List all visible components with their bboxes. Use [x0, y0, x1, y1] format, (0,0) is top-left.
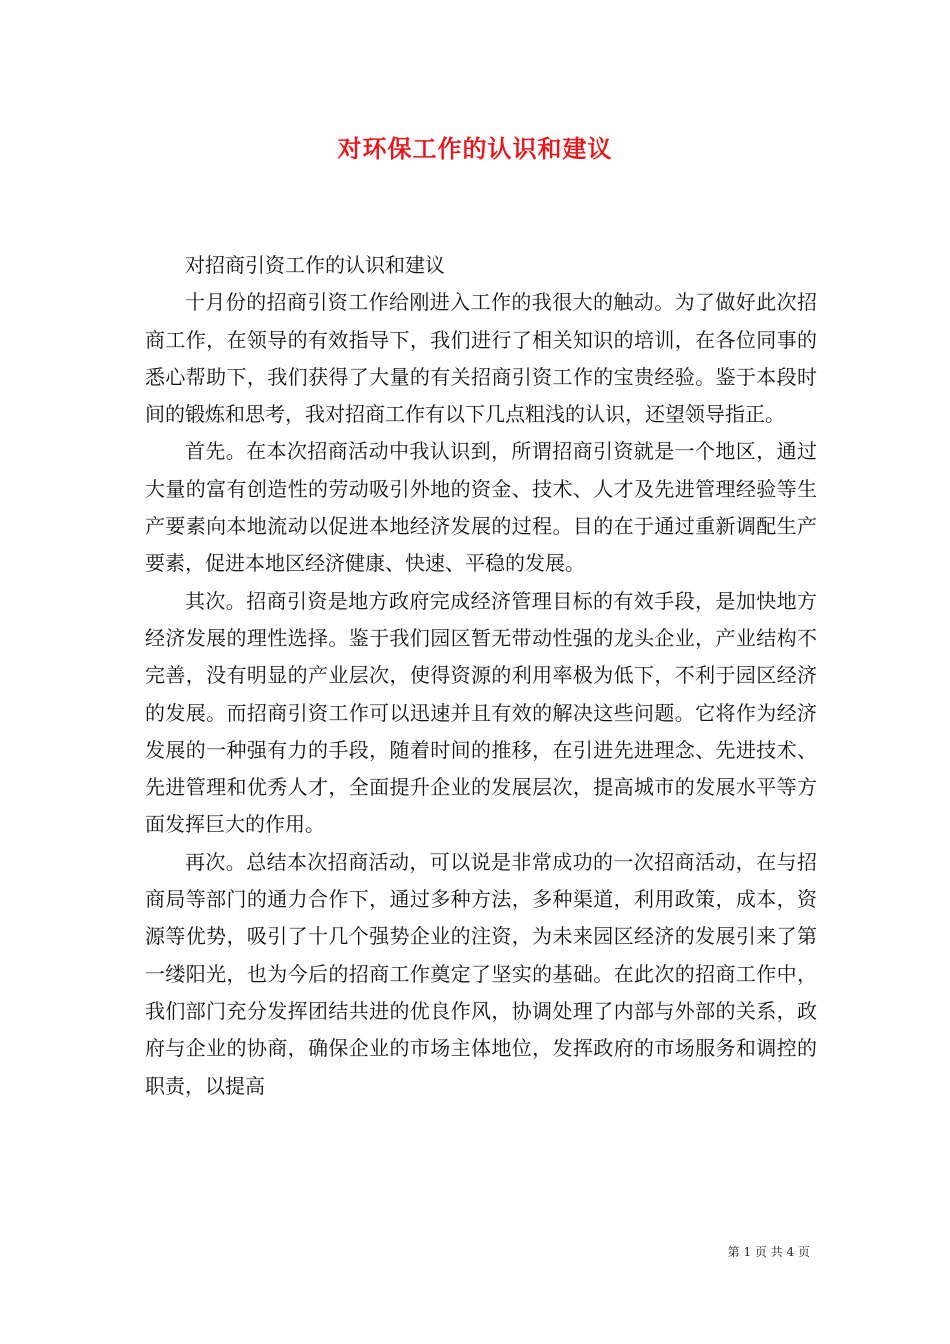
paragraph: 对招商引资工作的认识和建议 [185, 253, 445, 277]
page-title: 对环保工作的认识和建议 [337, 134, 613, 163]
document-body [145, 247, 817, 1105]
page-number: 第 1 页 共 4 页 [727, 1245, 810, 1259]
paragraph: 首先。在本次招商活动中我认识到，所谓招商引资就是一个地区，通过大量的富有创造性的劳动吸引外地的资金、技术、人才及先进管理经验等生产要素向本地流动以促进本地经济发展的过程。目的在于通过重新调配生产要素，促进本地区经济健康、快速、平稳的发展。 [145, 439, 817, 576]
paragraph: 其次。招商引资是地方政府完成经济管理目标的有效手段，是加快地方经济发展的理性选择。鉴于我们园区暂无带动性强的龙头企业，产业结构不完善，没有明显的产业层次，使得资源的利用率极为低下，不利于园区经济的发展。而招商引资工作可以迅速并且有效的解决这些问题。它将作为经济发展的一种强有力的手段，随着时间的推移，在引进先进理念、先进技术、先进管理和优秀人才，全面提升企业的发展层次，提高城市的发展水平等方面发挥巨大的作用。 [145, 588, 817, 837]
paragraph: 再次。总结本次招商活动，可以说是非常成功的一次招商活动，在与招商局等部门的通力合作下，通过多种方法，多种渠道，利用政策，成本，资源等优势，吸引了十几个强势企业的注资，为未来园区经济的发展引来了第一缕阳光，也为今后的招商工作奠定了坚实的基础。在此次的招商工作中，我们部门充分发挥团结共进的优良作风，协调处理了内部与外部的关系，政府与企业的协商，确保企业的市场主体地位，发挥政府的市场服务和调控的职责，以提高 [145, 849, 817, 1098]
paragraph: 十月份的招商引资工作给刚进入工作的我很大的触动。为了做好此次招商工作，在领导的有效指导下，我们进行了相关知识的培训，在各位同事的悉心帮助下，我们获得了大量的有关招商引资工作的宝贵经验。鉴于本段时间的锻炼和思考，我对招商工作有以下几点粗浅的认识，还望领导指正。 [145, 290, 817, 427]
